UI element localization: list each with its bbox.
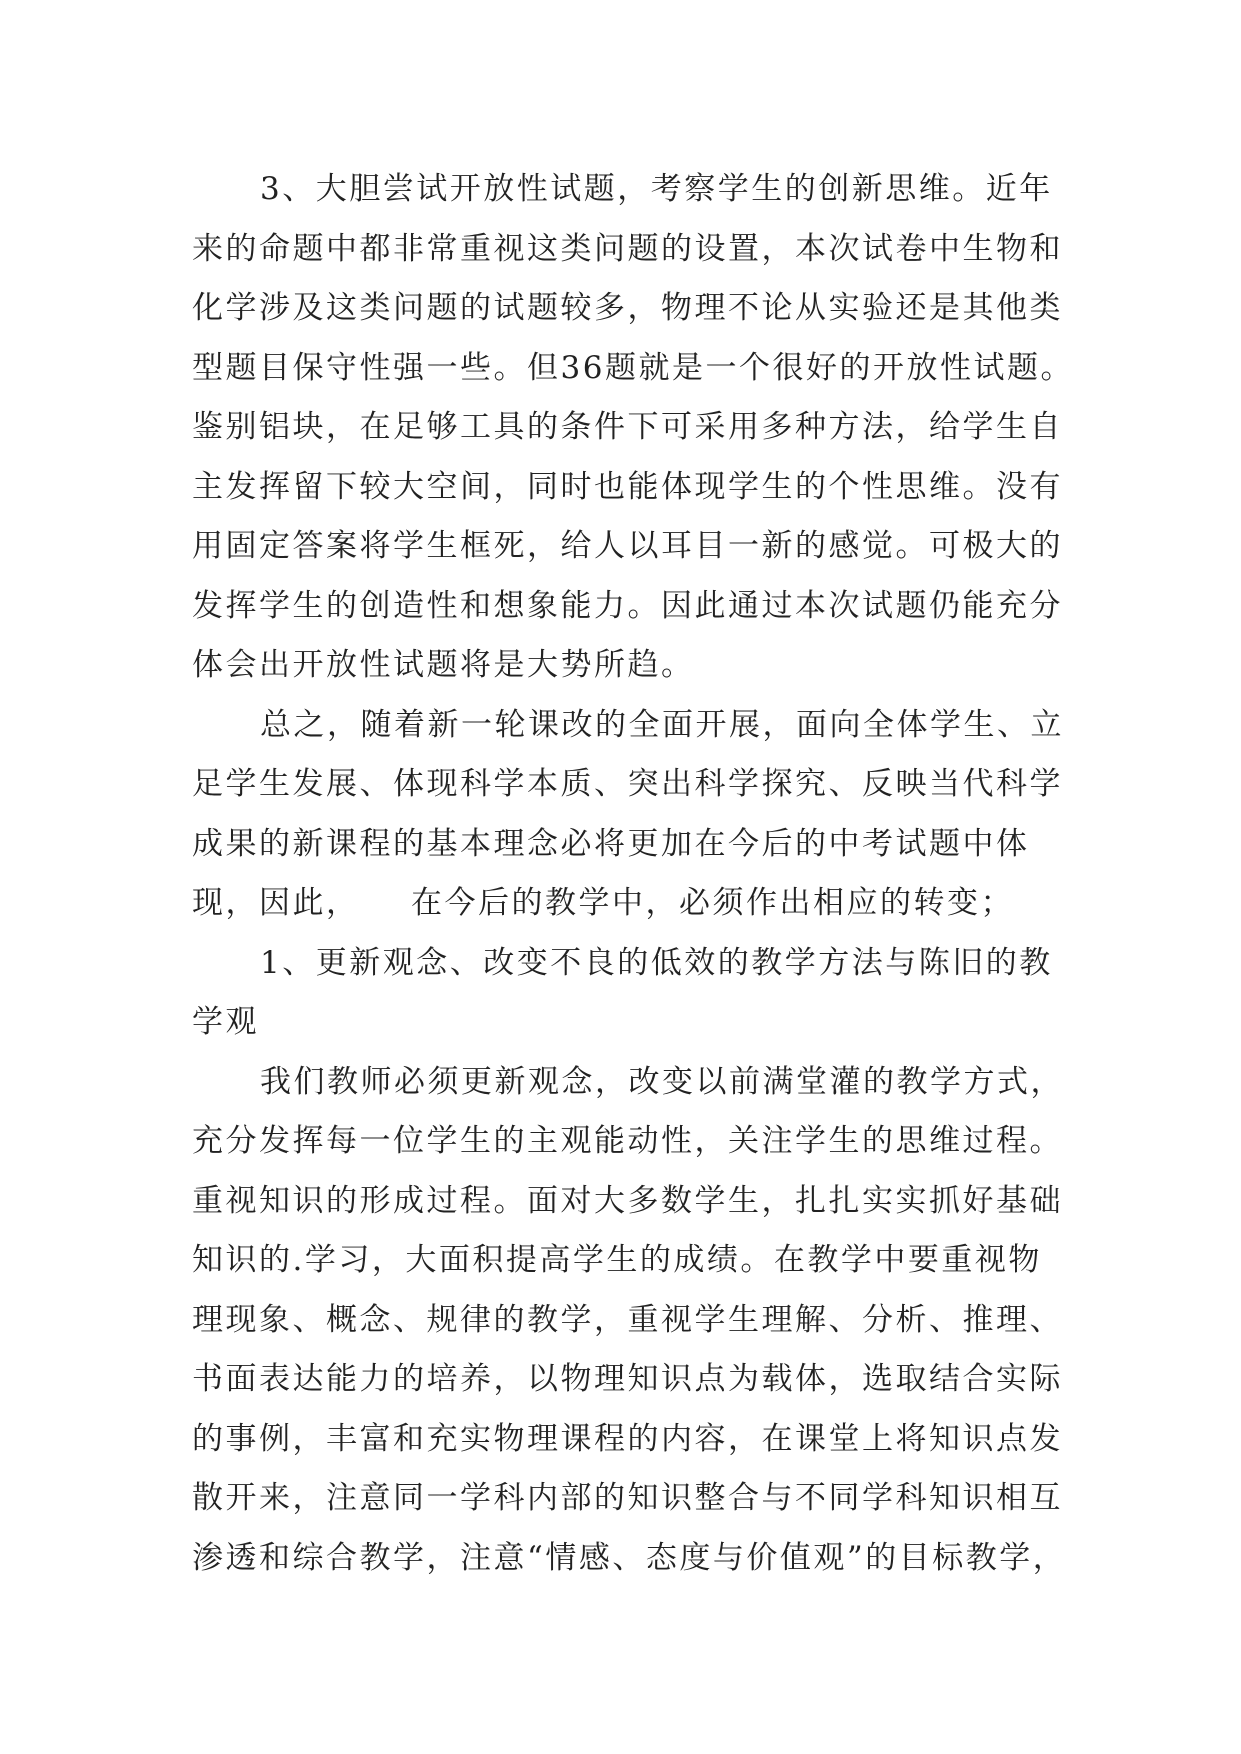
- text-line: 渗透和综合教学，注意“情感、态度与价值观”的目标教学，: [192, 1539, 1067, 1576]
- body-text: [192, 160, 1092, 1588]
- text-line: 充分发挥每一位学生的主观能动性，关注学生的思维过程。: [192, 1123, 1063, 1159]
- text-line: 足学生发展、体现科学本质、突出科学探究、反映当代科学: [192, 766, 1063, 802]
- text-line: 主发挥留下较大空间，同时也能体现学生的个性思维。没有: [192, 468, 1063, 505]
- text-line: 总之，随着新一轮课改的全面开展，面向全体学生、立: [260, 706, 1064, 743]
- text-line: 发挥学生的创造性和想象能力。因此通过本次试题仍能充分: [192, 587, 1063, 624]
- text-line: 用固定答案将学生框死，给人以耳目一新的感觉。可极大的: [192, 528, 1063, 564]
- text-line: 的事例，丰富和充实物理课程的内容，在课堂上将知识点发: [192, 1420, 1063, 1457]
- text-line: 知识的.学习，大面积提高学生的成绩。在教学中要重视物: [192, 1242, 1042, 1278]
- text-line: 成果的新课程的基本理念必将更加在今后的中考试题中体: [192, 825, 1030, 862]
- text-line: 化学涉及这类问题的试题较多，物理不论从实验还是其他类: [192, 290, 1063, 326]
- text-line: 现，因此， 在今后的教学中，必须作出相应的转变；: [192, 885, 1014, 921]
- text-line: 散开来，注意同一学科内部的知识整合与不同学科知识相互: [192, 1480, 1063, 1516]
- text-line: 型题目保守性强一些。但36题就是一个很好的开放性试题。: [192, 349, 1074, 386]
- text-line: 学观: [192, 1004, 259, 1040]
- text-line: 体会出开放性试题将是大势所趋。: [192, 647, 695, 683]
- text-line: 重视知识的形成过程。面对大多数学生，扎扎实实抓好基础: [192, 1182, 1063, 1219]
- text-line: 3、大胆尝试开放性试题，考察学生的创新思维。近年: [260, 171, 1053, 207]
- text-line: 鉴别铝块，在足够工具的条件下可采用多种方法，给学生自: [192, 409, 1063, 445]
- text-line: 1、更新观念、改变不良的低效的教学方法与陈旧的教: [260, 944, 1053, 981]
- text-line: 来的命题中都非常重视这类问题的设置，本次试卷中生物和: [192, 230, 1063, 267]
- text-line: 我们教师必须更新观念，改变以前满堂灌的教学方式，: [260, 1063, 1064, 1100]
- text-line: 理现象、概念、规律的教学，重视学生理解、分析、推理、: [192, 1301, 1063, 1338]
- text-line: 书面表达能力的培养，以物理知识点为载体，选取结合实际: [192, 1361, 1063, 1397]
